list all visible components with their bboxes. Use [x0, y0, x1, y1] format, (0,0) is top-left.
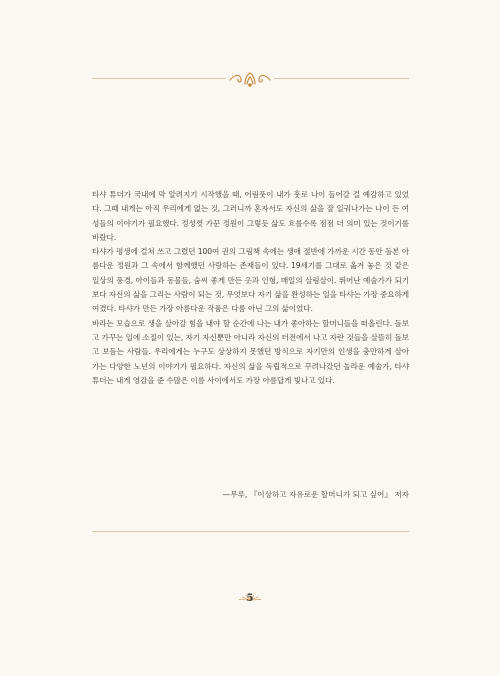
paragraph: 타샤가 평생에 걸쳐 쓰고 그렸던 100여 권의 그림책 속에는 생애 절반에 가까운 시간 동안 돌본 아름다운 정원과 그 속에서 함께했던 사랑하는 존재들이 있다. 19세기를 그대로 옮겨 놓은 것 같은 일상의 풍경, 아이들과 동물들, 숨씨 좋게 만든 옷과 인형, 매일의 살림살이. 뛰어난 예술가가 되기보다 자신의 삶을 그리는 사람이 되는 것, 무엇보다 자기 삶을 완성하는 일을 타샤는 가장 중요하게 여겼다. 타샤가 만든 가장 아름다운 작품은 다름 아닌 그의 삶이었다. — [92, 247, 409, 314]
bottom-divider — [92, 531, 409, 532]
paragraph: 바라는 모습으로 생을 살아갈 힘을 내야 할 순간에 나는 내가 좋아하는 할머니들을 떠올린다. 돌보고 가꾸는 일에 소질이 있는, 자기 자신뿐만 아니라 자신의 터전에서 나고 자란 것들을 살뜰히 돌보고 보듬는 사람들. 우리에게는 누구도 상상하지 못했던 방식으로 자기만의 인생을 충만하게 살아가는 다양한 노년의 이야기가 필요하다. 자신의 삶을 독립적으로 꾸려나갔던 놀라운 예술가, 타샤 튜더는 내게 영감을 준 수많은 이름 사이에서도 가장 아름답게 빛나고 있다. — [92, 318, 409, 385]
attribution: —무루, 『이상하고 자유로운 할머니가 되고 싶어』 저자 — [222, 490, 409, 499]
flourish-ornament-icon — [226, 70, 274, 88]
body-text — [92, 188, 409, 388]
page-number: 5 — [246, 593, 254, 604]
paragraph: 타샤 튜더가 국내에 막 알려지기 시작했을 때, 어림풋이 내가 훗로 나이 들어갈 걸 예감하고 있었다. 그때 내게는 아직 우리에게 없는 것, 그러니까 혼자서도 자신의 삶을 잘 일궈나가는 나이 든 여성들의 이야기가 필요했다. 정성껏 가꾼 정원이 그렇듯 삶도 흐를수록 점점 더 의미 있는 것이기를 바랐다. — [92, 190, 409, 242]
